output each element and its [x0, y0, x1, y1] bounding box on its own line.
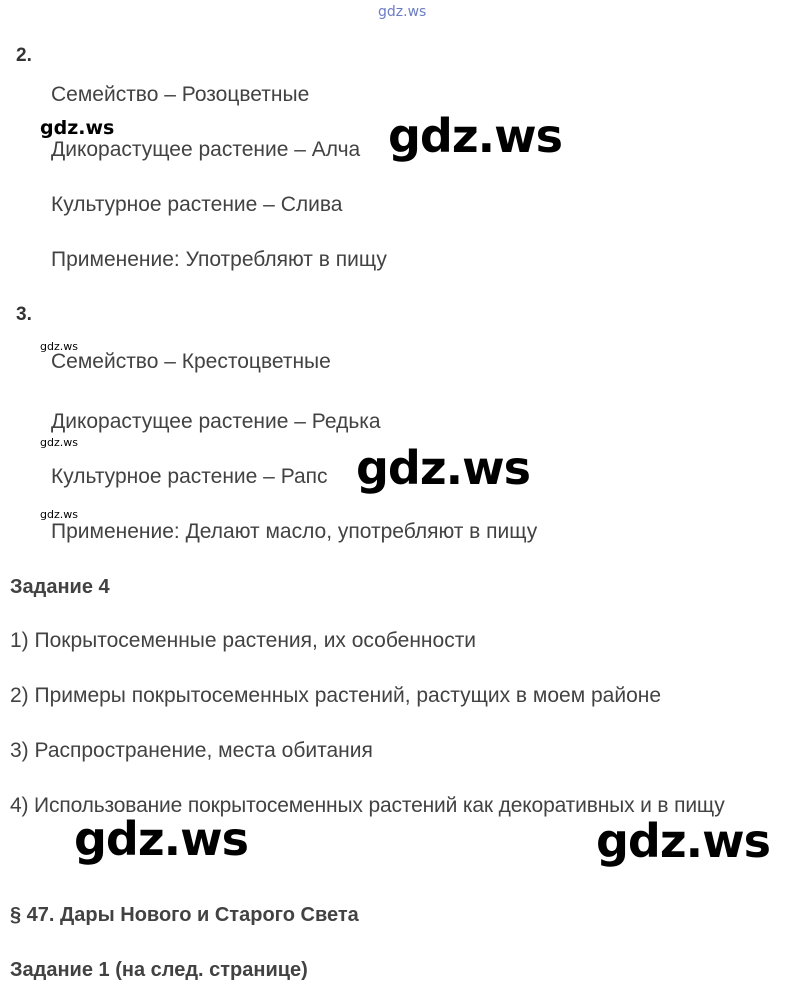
section-3-wild-plant: Дикорастущее растение – Редька: [51, 410, 381, 433]
section-3-usage: Применение: Делают масло, употребляют в пищу: [51, 520, 538, 543]
watermark-mid: gdz.ws: [40, 117, 115, 139]
watermark-small-2: gdz.ws: [40, 436, 78, 449]
watermark-big-4: gdz.ws: [596, 814, 770, 868]
section-2-usage: Применение: Употребляют в пищу: [51, 248, 387, 271]
watermark-small-1: gdz.ws: [40, 340, 78, 353]
watermark-top: gdz.ws: [378, 4, 427, 20]
task-4-item-2: 2) Примеры покрытосеменных растений, растущих в моем районе: [10, 684, 662, 707]
section-3-number: 3.: [16, 304, 32, 325]
watermark-big-3: gdz.ws: [74, 812, 248, 866]
paragraph-title: § 47. Дары Нового и Старого Света: [10, 904, 359, 926]
task-4-heading: Задание 4: [10, 576, 110, 598]
task-4-item-3: 3) Распространение, места обитания: [10, 739, 373, 762]
watermark-small-3: gdz.ws: [40, 508, 78, 521]
section-2-cultivated-plant: Культурное растение – Слива: [51, 193, 343, 216]
section-2-number: 2.: [16, 45, 32, 66]
watermark-big-2: gdz.ws: [356, 441, 530, 495]
watermark-big-1: gdz.ws: [388, 109, 562, 163]
task-4-item-1: 1) Покрытосеменные растения, их особенности: [10, 629, 477, 652]
section-2-wild-plant: Дикорастущее растение – Алча: [51, 138, 361, 161]
task-1-heading: Задание 1 (на след. странице): [10, 959, 308, 981]
task-4-item-4: 4) Использование покрытосеменных растений как декоративных и в пищу: [10, 794, 725, 817]
section-3-cultivated-plant: Культурное растение – Рапс: [51, 465, 328, 488]
section-3-family: Семейство – Крестоцветные: [51, 350, 331, 373]
section-2-family: Семейство – Розоцветные: [51, 83, 310, 106]
